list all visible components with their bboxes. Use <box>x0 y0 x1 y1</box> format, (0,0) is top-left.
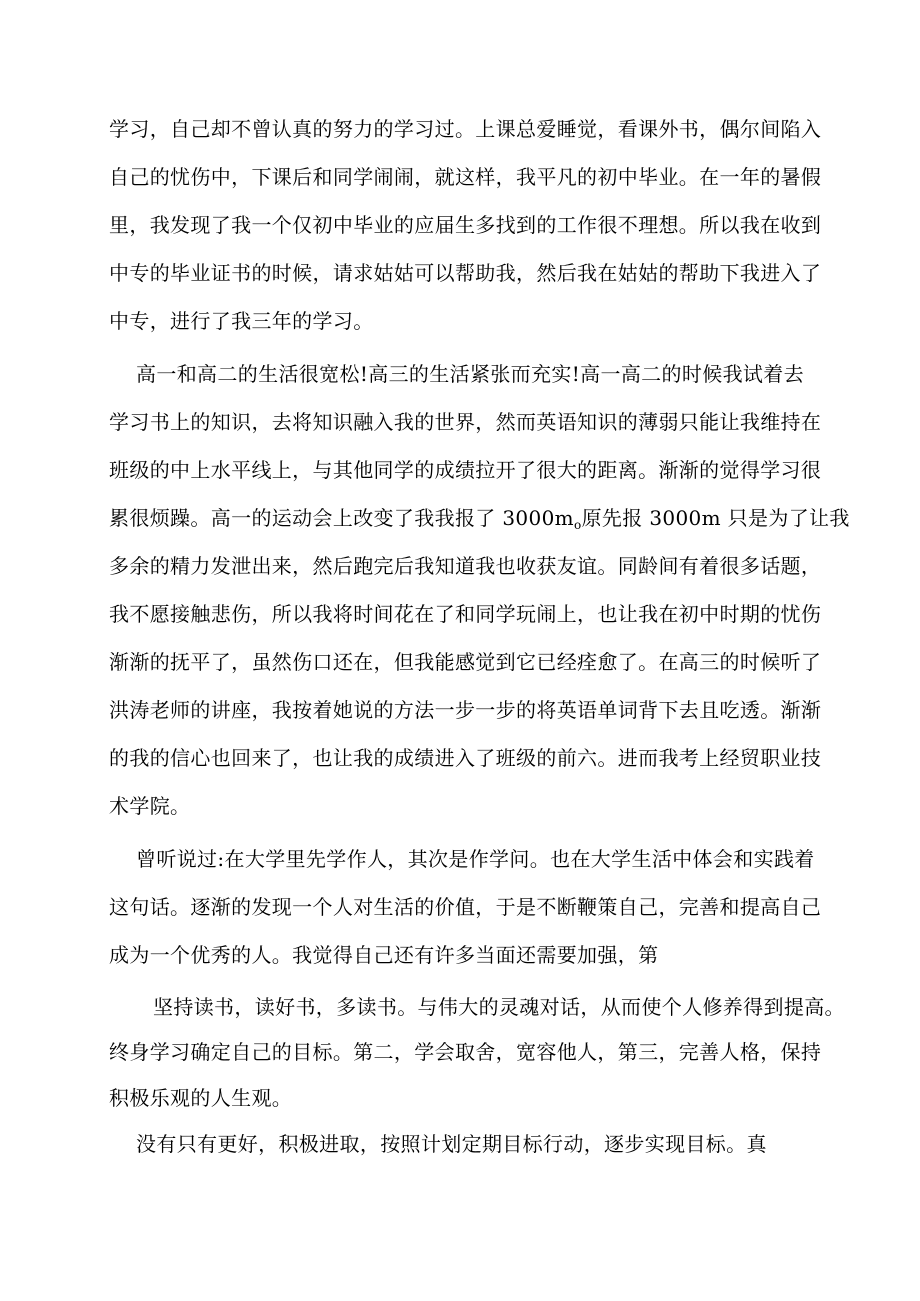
text-line: 我不愿接触悲伤，所以我将时间花在了和同学玩闹上，也让我在初中时期的忧伤 <box>109 602 822 626</box>
text-line: 渐渐的抚平了，虽然伤口还在，但我能感觉到它已经痊愈了。在高三的时候听了 <box>109 650 822 674</box>
text-line: 自己的忧伤中，下课后和同学闹闹，就这样，我平凡的初中毕业。在一年的暑假 <box>109 165 822 189</box>
text-line: 的我的信心也回来了，也让我的成绩进入了班级的前六。进而我考上经贸职业技 <box>109 746 822 770</box>
text-line: 曾听说过:在大学里先学作人，其次是作学问。也在大学生活中体会和实践着 <box>136 847 815 871</box>
text-segment: 累很烦躁。高一的运动会上改变了我我报了 3000m <box>109 506 574 530</box>
text-line <box>109 506 850 537</box>
text-segment: 原先报 3000m 只是为了让我 <box>581 506 850 530</box>
text-line: 中专，进行了我三年的学习。 <box>109 309 374 333</box>
text-line: 班级的中上水平线上，与其他同学的成绩拉开了很大的距离。渐渐的觉得学习很 <box>109 458 822 482</box>
text-line: 成为一个优秀的人。我觉得自己还有许多当面还需要加强，第 <box>109 943 659 967</box>
text-line: 学习，自己却不曾认真的努力的学习过。上课总爱睡觉，看课外书，偶尔间陷入 <box>109 117 822 141</box>
text-line: 积极乐观的人生观。 <box>109 1086 293 1110</box>
text-line: 里，我发现了我一个仅初中毕业的应届生多找到的工作很不理想。所以我在收到 <box>109 213 822 237</box>
text-line: 高一和高二的生活很宽松!高三的生活紧张而充实!高一高二的时候我试着去 <box>136 362 804 386</box>
text-line: 洪涛老师的讲座，我按着她说的方法一步一步的将英语单词背下去且吃透。渐渐 <box>109 698 822 722</box>
text-line: 坚持读书，读好书，多读书。与伟大的灵魂对话，从而使个人修养得到提高。 <box>153 995 845 1019</box>
text-line: 中专的毕业证书的时候，请求姑姑可以帮助我，然后我在姑姑的帮助下我进入了 <box>109 261 822 285</box>
text-line: 多余的精力发泄出来，然后跑完后我知道我也收获友谊。同龄间有着很多话题， <box>109 554 822 578</box>
text-line: 术学院。 <box>109 794 191 818</box>
text-line: 学习书上的知识，去将知识融入我的世界，然而英语知识的薄弱只能让我维持在 <box>109 410 822 434</box>
text-line: 这句话。逐渐的发现一个人对生活的价值，于是不断鞭策自己，完善和提高自己 <box>109 895 822 919</box>
text-line: 终身学习确定自己的目标。第二，学会取舍，宽容他人，第三，完善人格，保持 <box>109 1040 822 1064</box>
text-line: 没有只有更好，积极进取，按照计划定期目标行动，逐步实现目标。真 <box>136 1132 767 1156</box>
subscript-text: o <box>573 518 582 532</box>
